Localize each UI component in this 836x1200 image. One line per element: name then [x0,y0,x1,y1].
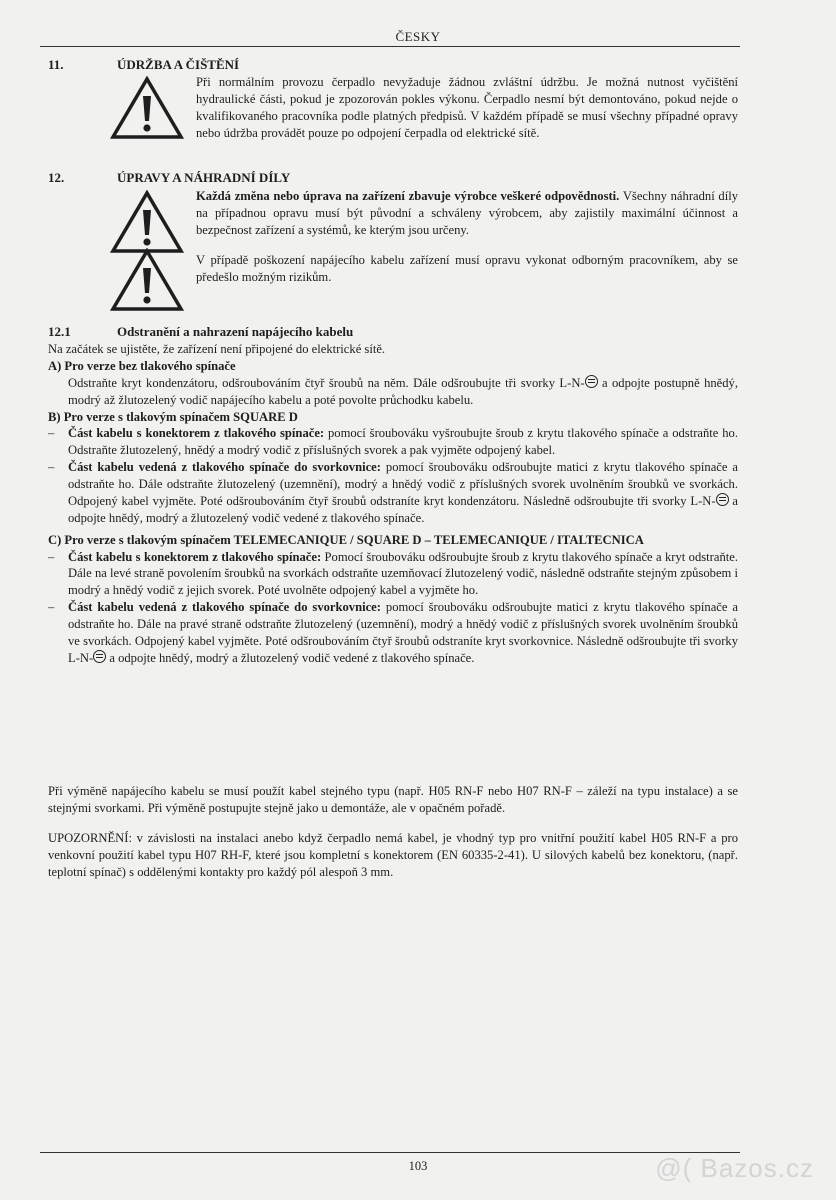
warning-triangle-icon [110,190,184,254]
section-12-1-number: 12.1 [48,324,71,339]
earth-icon [585,375,598,388]
section-11-number: 11. [48,57,64,72]
section-11-text: Při normálním provozu čerpadlo nevyžaduje žádnou zvláštní údržbu. Je možná nutnost vyčištění hydraulické části, pokud je zpozorován pokles výkonu. Čerpadlo nesmí být demontováno, pokud nejde o kvalifikovaného pracovníka podle platných předpisů. V každém případě se musí všechny případné opravy nebo údržba provádět pouze po odpojení čerpadla od elektrické sítě. [196,75,738,140]
dash-marker: – [48,600,55,615]
subsection-a-text-1: Odstraňte kryt kondenzátoru, odšroubováním čtyř šroubů na něm. Dále odšroubujte tři svorky L-N- [68,375,585,390]
section-12-text [196,188,738,239]
list-item [48,459,738,527]
replacement-note: Při výměně napájecího kabelu se musí použít kabel stejného typu (např. H05 RN-F nebo H07 RN-F – záleží na typu instalace) a se stejnými svorkami. Při výměně postupujte stejně jako u demontáže, ale v opačném pořadě. [48,784,738,815]
list-item-bold: Část kabelu vedená z tlakového spínače do svorkovnice: [68,600,381,615]
warning-triangle-icon [110,76,184,140]
section-11-title: ÚDRŽBA A ČIŠTĚNÍ [117,57,240,72]
section-12-text-rest: Všechny náhradní díly na případnou opravu musí být původní a schváleny výrobcem, aby zajistily maximální účinnost a bezpečnost zařízení a systémů, ke kterým jsou určeny. [196,189,739,237]
list-item-bold: Část kabelu vedená z tlakového spínače do svorkovnice: [68,460,381,475]
subsection-a-title: A) Pro verze bez tlakového spínače [48,358,236,373]
section-12-number: 12. [48,170,65,185]
subsection-c-title: C) Pro verze s tlakovým spínačem TELEMECANIQUE / SQUARE D – TELEMECANIQUE / ITALTECNICA [48,532,644,547]
list-item-text: pomocí šroubováku odšroubujte matici z krytu tlakového spínače a odstraňte ho. Dále na pravé straně odstraňte žlutozelený (uzemnění), modrý a hnědý vodič z příslušných svorek uvolněním šroubků ve svorkách. Odpojený kabel vyjměte. Poté odšroubováním čtyř šroubů odstraníte kryt svorkovnice. Následně odšroubujte tři svorky L-N- [68,600,738,665]
subsection-a-text-2: a odpojte postupně hnědý, modrý až žlutozelený vodič napájecího kabelu a poté povolte průchodku kabelu. [68,375,738,407]
list-item-bold: Část kabelu s konektorem z tlakového spínače: [68,549,322,564]
footer-rule [40,1152,740,1153]
dash-marker: – [48,426,55,441]
watermark: @( Bazos.cz [655,1153,814,1184]
section-12-title: ÚPRAVY A NÁHRADNÍ DÍLY [117,170,291,185]
list-item-text-2: a odpojte hnědý, modrý a žlutozelený vodič vedené z tlakového spínače. [68,493,738,525]
dash-marker: – [48,549,55,564]
list-item [48,599,738,667]
page-number: 103 [408,1159,428,1173]
dash-marker: – [48,460,55,475]
list-item-text: Pomocí šroubováku odšroubujte šroub z krytu tlakového spínače a kryt odstraňte. Dále na levé straně povolením šroubků na svorkách odstraňte uzemňovací žlutozelený vodič, následně odstraňte stejným způsobem i modrý a hnědý vodič z jejich svorek. Poté uvolněte odpojený kabel a vyjměte ho. [68,549,738,598]
section-12-bold-text: Každá změna nebo úprava na zařízení zbavuje výrobce veškeré odpovědnosti. [196,189,620,203]
notice-text: UPOZORNĚNÍ: v závislosti na instalaci anebo když čerpadlo nemá kabel, je vhodný typ pro vnitřní použití kabel H05 RN-F a pro venkovní použití kabel typu H07 RH-F, které jsou kompletní s konektorem (EN 60335-2-41). U silových kabelů bez konektoru, (např. teplotní spínač) s oddělenými kontakty pro každý pól alespoň 3 mm. [48,831,738,879]
warning-triangle-icon [110,248,184,312]
list-item-text-2: a odpojte hnědý, modrý a žlutozelený vodič vedené z tlakového spínače. [106,650,475,665]
list-item-bold: Část kabelu s konektorem z tlakového spínače: [68,426,325,441]
list-item [48,549,738,600]
subsection-b-title: B) Pro verze s tlakovým spínačem SQUARE D [48,409,298,424]
header-rule [40,46,740,47]
list-item-text: pomocí šroubováku odšroubujte matici z krytu tlakového spínače a odstraňte ho. Dále odstraňte žlutozelený (uzemnění), modrý a hnědý vodič z příslušných svorek uvolněním šroubků ve svorkách. Odpojený kabel vyjměte. Poté odšroubováním čtyř šroubů odstraníte kryt kondenzátoru. Následně odšroubujte tři svorky L-N- [68,460,738,508]
earth-icon [93,650,106,663]
subsection-a-text [48,375,738,409]
list-item [48,425,738,459]
list-item-text: pomocí šroubováku vyšroubujte šroub z krytu tlakového spínače a odstraňte ho. Odstraňte žlutozelený, hnědý a modrý vodič z příslušných svorek a pak vyjměte odpojený kabel. [68,426,738,458]
language-header: ČESKY [395,29,441,44]
section-12-1-body [48,341,738,667]
earth-icon [716,493,729,506]
intro-text: Na začátek se ujistěte, že zařízení není připojené do elektrické sítě. [48,342,386,356]
section-12-text-2: V případě poškození napájecího kabelu zařízení musí opravu vykonat odborným pracovníkem, aby se předešlo možným rizikům. [196,253,738,284]
section-12-1-title: Odstranění a nahrazení napájecího kabelu [117,324,354,339]
